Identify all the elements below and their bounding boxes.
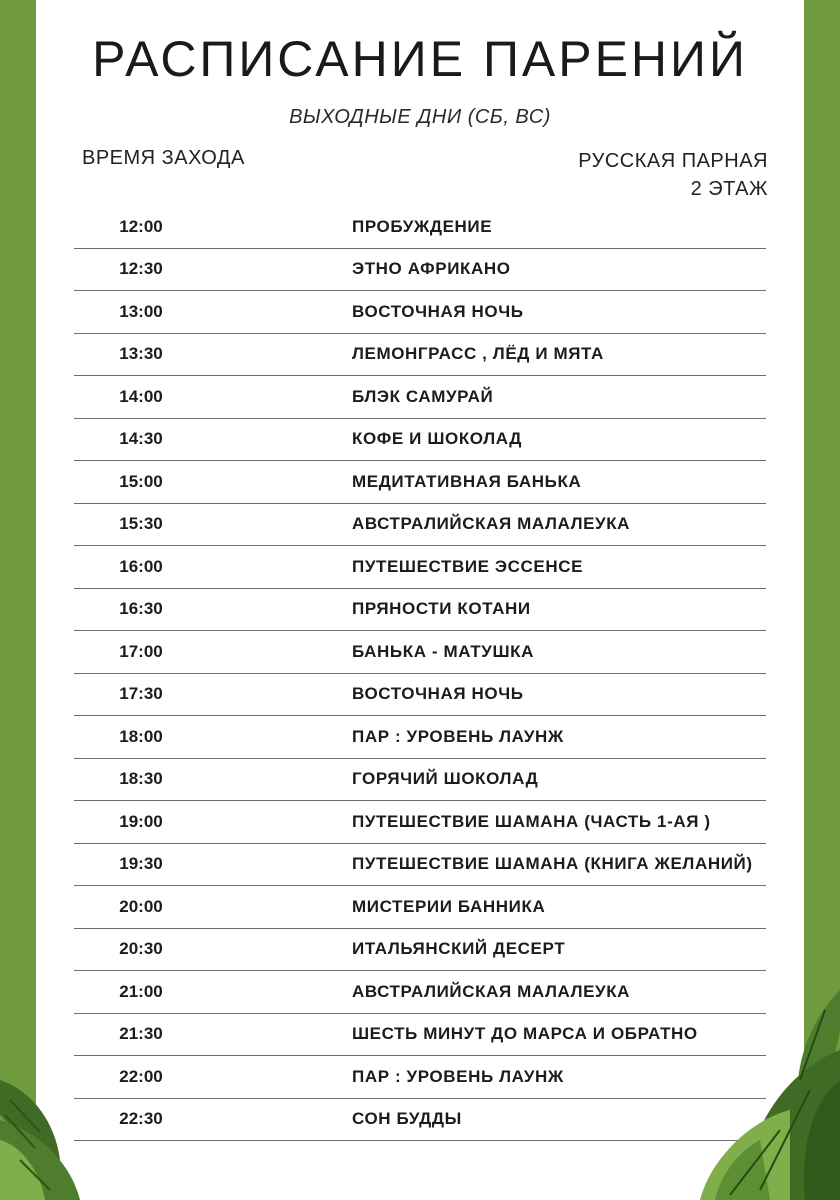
schedule-row	[74, 971, 766, 1014]
session-time: 14:00	[119, 386, 163, 406]
session-time: 20:30	[119, 939, 163, 959]
schedule-row	[74, 206, 766, 249]
time-column-label: ВРЕМЯ ЗАХОДА	[82, 147, 245, 169]
page-subtitle: ВЫХОДНЫЕ ДНИ (СБ, ВС)	[289, 106, 551, 128]
session-name: БАНЬКА - МАТУШКА	[352, 641, 534, 661]
session-name: ПРЯНОСТИ КОТАНИ	[352, 599, 531, 619]
session-name: ПАР : УРОВЕНЬ ЛАУНЖ	[352, 1066, 564, 1086]
session-name: ПУТЕШЕСТВИЕ ШАМАНА (КНИГА ЖЕЛАНИЙ)	[352, 854, 753, 874]
schedule-row	[74, 1056, 766, 1099]
session-time: 18:30	[119, 769, 163, 789]
session-name: АВСТРАЛИЙСКАЯ МАЛАЛЕУКА	[352, 514, 631, 534]
session-time: 21:00	[119, 981, 163, 1001]
session-name: МИСТЕРИИ БАННИКА	[352, 896, 546, 916]
session-name: ПУТЕШЕСТВИЕ ШАМАНА (ЧАСТЬ 1-АЯ )	[352, 811, 711, 831]
session-name: ПУТЕШЕСТВИЕ ЭССЕНСЕ	[352, 556, 584, 576]
session-time: 19:30	[119, 854, 163, 874]
session-time: 15:00	[119, 471, 163, 491]
session-name: ЛЕМОНГРАСС , ЛЁД И МЯТА	[352, 344, 604, 364]
schedule-row	[74, 461, 766, 504]
schedule-row	[74, 1099, 766, 1142]
schedule-row	[74, 249, 766, 292]
session-name: ПРОБУЖДЕНИЕ	[352, 216, 493, 236]
session-time: 20:00	[119, 896, 163, 916]
session-time: 13:00	[119, 301, 163, 321]
room-column-label	[578, 147, 768, 203]
session-name: СОН БУДДЫ	[352, 1109, 462, 1129]
schedule-row	[74, 334, 766, 377]
schedule-row	[74, 546, 766, 589]
schedule-row	[74, 1014, 766, 1057]
session-time: 19:00	[119, 811, 163, 831]
schedule-row	[74, 419, 766, 462]
page-title: РАСПИСАНИЕ ПАРЕНИЙ	[92, 31, 748, 87]
schedule-row	[74, 759, 766, 802]
room-name: РУССКАЯ ПАРНАЯ	[578, 150, 768, 172]
session-name: МЕДИТАТИВНАЯ БАНЬКА	[352, 471, 582, 491]
schedule-table	[74, 206, 766, 1141]
session-time: 12:30	[119, 259, 163, 279]
schedule-row	[74, 886, 766, 929]
session-time: 16:30	[119, 599, 163, 619]
session-name: ИТАЛЬЯНСКИЙ ДЕСЕРТ	[352, 939, 566, 959]
schedule-row	[74, 589, 766, 632]
session-time: 16:00	[119, 556, 163, 576]
session-name: ВОСТОЧНАЯ НОЧЬ	[352, 301, 524, 321]
session-time: 17:00	[119, 641, 163, 661]
schedule-row	[74, 674, 766, 717]
schedule-row	[74, 929, 766, 972]
schedule-row	[74, 631, 766, 674]
session-time: 15:30	[119, 514, 163, 534]
schedule-row	[74, 716, 766, 759]
session-name: ШЕСТЬ МИНУТ ДО МАРСА И ОБРАТНО	[352, 1024, 698, 1044]
session-time: 17:30	[119, 684, 163, 704]
left-green-band	[0, 0, 36, 1200]
schedule-row	[74, 844, 766, 887]
right-green-band	[804, 0, 840, 1200]
session-name: ЭТНО АФРИКАНО	[352, 259, 511, 279]
session-name: ВОСТОЧНАЯ НОЧЬ	[352, 684, 524, 704]
session-time: 22:30	[119, 1109, 163, 1129]
session-name: БЛЭК САМУРАЙ	[352, 386, 494, 406]
session-time: 14:30	[119, 429, 163, 449]
session-time: 18:00	[119, 726, 163, 746]
schedule-row	[74, 801, 766, 844]
session-time: 22:00	[119, 1066, 163, 1086]
schedule-row	[74, 504, 766, 547]
session-name: АВСТРАЛИЙСКАЯ МАЛАЛЕУКА	[352, 981, 631, 1001]
session-time: 13:30	[119, 344, 163, 364]
session-time: 21:30	[119, 1024, 163, 1044]
session-time: 12:00	[119, 216, 163, 236]
schedule-row	[74, 376, 766, 419]
schedule-row	[74, 291, 766, 334]
session-name: ПАР : УРОВЕНЬ ЛАУНЖ	[352, 726, 564, 746]
room-floor: 2 ЭТАЖ	[690, 178, 768, 200]
session-name: ГОРЯЧИЙ ШОКОЛАД	[352, 769, 539, 789]
session-name: КОФЕ И ШОКОЛАД	[352, 429, 522, 449]
